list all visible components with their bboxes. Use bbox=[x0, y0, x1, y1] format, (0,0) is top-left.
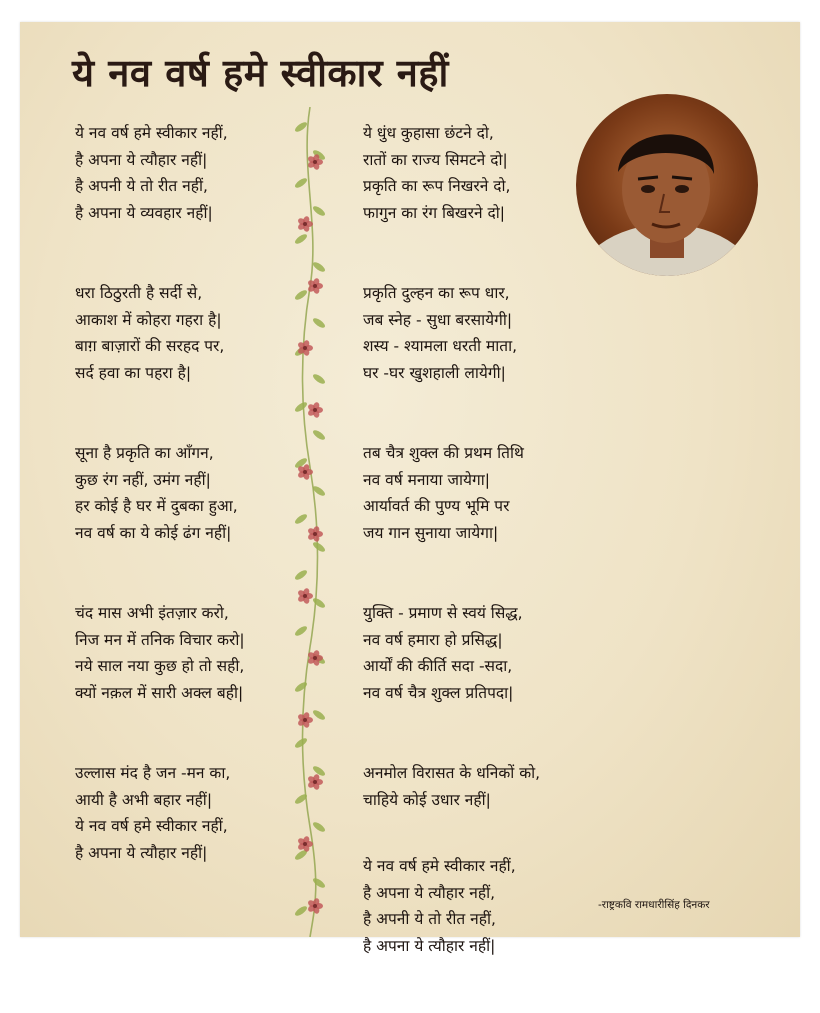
poem-title: ये नव वर्ष हमे स्वीकार नहीं bbox=[72, 51, 449, 95]
poem-line: हर कोई है घर में दुबका हुआ, bbox=[75, 497, 238, 515]
stanza-right-3 bbox=[363, 440, 540, 546]
stanza-right-4 bbox=[363, 600, 540, 706]
poem-line: है अपनी ये तो रीत नहीं, bbox=[363, 910, 496, 928]
poem-line: नव वर्ष चैत्र शुक्ल प्रतिपदा| bbox=[363, 683, 514, 702]
poem-line: सर्द हवा का पहरा है| bbox=[75, 363, 192, 382]
poem-line: क्यों नक़ल में सारी अक्ल बही| bbox=[75, 683, 244, 702]
flower-icon bbox=[307, 773, 323, 790]
poem-line: सूना है प्रकृति का आँगन, bbox=[75, 444, 214, 462]
stanza-right-2 bbox=[363, 280, 540, 386]
leaf-icon bbox=[294, 233, 309, 246]
stanza-left-4 bbox=[75, 600, 245, 706]
poem-line: युक्ति - प्रमाण से स्वयं सिद्ध, bbox=[363, 604, 523, 622]
vine-stem bbox=[303, 107, 318, 937]
poem-line: ये नव वर्ष हमे स्वीकार नहीं, bbox=[75, 817, 228, 835]
stanza-right-5 bbox=[363, 760, 540, 813]
poem-line: नव वर्ष मनाया जायेगा| bbox=[363, 470, 490, 489]
leaf-icon bbox=[312, 205, 327, 218]
poem-line: जब स्नेह - सुधा बरसायेगी| bbox=[363, 310, 513, 329]
poem-line: है अपना ये त्यौहार नहीं| bbox=[75, 843, 208, 862]
leaf-icon bbox=[294, 121, 309, 134]
flower-icon bbox=[297, 215, 313, 232]
left-column bbox=[75, 120, 245, 920]
poem-line: ये नव वर्ष हमे स्वीकार नहीं, bbox=[363, 857, 516, 875]
poem-line: बाग़ बाज़ारों की सरहद पर, bbox=[75, 337, 225, 355]
flower-icon bbox=[297, 711, 313, 728]
poem-line: प्रकृति दुल्हन का रूप धार, bbox=[363, 284, 510, 302]
poem-line: प्रकृति का रूप निखरने दो, bbox=[363, 177, 511, 195]
leaf-icon bbox=[312, 317, 327, 330]
poem-line: निज मन में तनिक विचार करो| bbox=[75, 630, 245, 649]
poem-line: जय गान सुनाया जायेगा| bbox=[363, 523, 499, 542]
poem-line: कुछ रंग नहीं, उमंग नहीं| bbox=[75, 470, 211, 489]
leaf-icon bbox=[294, 625, 309, 638]
leaf-icon bbox=[312, 821, 327, 834]
leaf-icon bbox=[294, 289, 309, 302]
floral-vine-divider bbox=[285, 107, 335, 937]
poem-line: नये साल नया कुछ हो तो सही, bbox=[75, 657, 245, 675]
leaf-icon bbox=[312, 709, 327, 722]
poem-line: है अपना ये त्यौहार नहीं| bbox=[75, 150, 208, 169]
poem-line: है अपना ये त्यौहार नहीं, bbox=[363, 883, 496, 902]
poem-line: आर्यों की कीर्ति सदा -सदा, bbox=[363, 657, 513, 675]
poem-line: आर्यावर्त की पुण्य भूमि पर bbox=[363, 497, 510, 515]
poem-line: चाहिये कोई उधार नहीं| bbox=[363, 790, 491, 809]
stanza-left-1 bbox=[75, 120, 245, 226]
vine-leaves bbox=[294, 121, 327, 918]
poem-line: तब चैत्र शुक्ल की प्रथम तिथि bbox=[363, 444, 524, 462]
right-column bbox=[363, 120, 540, 1013]
stanza-right-1 bbox=[363, 120, 540, 226]
poem-line: ये धुंध कुहासा छंटने दो, bbox=[363, 124, 494, 142]
leaf-icon bbox=[294, 401, 309, 414]
stanza-right-6 bbox=[363, 853, 540, 959]
flower-icon bbox=[307, 401, 323, 418]
leaf-icon bbox=[294, 681, 309, 694]
poet-portrait bbox=[576, 94, 758, 276]
leaf-icon bbox=[312, 429, 327, 442]
poem-line: है अपना ये व्यवहार नहीं| bbox=[75, 203, 213, 222]
leaf-icon bbox=[312, 597, 327, 610]
leaf-icon bbox=[312, 373, 327, 386]
poem-line: नव वर्ष का ये कोई ढंग नहीं| bbox=[75, 523, 232, 542]
poem-line: है अपना ये त्यौहार नहीं| bbox=[363, 936, 496, 955]
poem-line: उल्लास मंद है जन -मन का, bbox=[75, 764, 231, 782]
poem-line: फागुन का रंग बिखरने दो| bbox=[363, 203, 505, 222]
poem-line: ये नव वर्ष हमे स्वीकार नहीं, bbox=[75, 124, 228, 142]
stanza-left-3 bbox=[75, 440, 245, 546]
flower-icon bbox=[297, 835, 313, 852]
leaf-icon bbox=[294, 177, 309, 190]
leaf-icon bbox=[312, 541, 327, 554]
poem-line: नव वर्ष हमारा हो प्रसिद्ध| bbox=[363, 630, 503, 649]
flower-icon bbox=[297, 587, 313, 604]
leaf-icon bbox=[294, 737, 309, 750]
flower-icon bbox=[307, 525, 323, 542]
leaf-icon bbox=[294, 905, 309, 918]
leaf-icon bbox=[294, 569, 309, 582]
stanza-left-2 bbox=[75, 280, 245, 386]
portrait-illustration bbox=[576, 94, 758, 276]
poem-line: आकाश में कोहरा गहरा है| bbox=[75, 310, 222, 329]
poem-line: अनमोल विरासत के धनिकों को, bbox=[363, 764, 541, 782]
poem-line: चंद मास अभी इंतज़ार करो, bbox=[75, 604, 229, 622]
poem-line: रातों का राज्य सिमटने दो| bbox=[363, 150, 508, 169]
poem-line: है अपनी ये तो रीत नहीं, bbox=[75, 177, 208, 195]
poem-line: शस्य - श्यामला धरती माता, bbox=[363, 337, 518, 355]
poem-line: धरा ठिठुरती है सर्दी से, bbox=[75, 284, 203, 302]
leaf-icon bbox=[312, 877, 327, 890]
leaf-icon bbox=[312, 765, 327, 778]
flower-icon bbox=[307, 897, 323, 914]
poem-line: घर -घर खुशहाली लायेगी| bbox=[363, 363, 506, 382]
poem-line: आयी है अभी बहार नहीं| bbox=[75, 790, 213, 809]
leaf-icon bbox=[294, 513, 309, 526]
stanza-left-5 bbox=[75, 760, 245, 866]
poem-card bbox=[20, 22, 800, 955]
leaf-icon bbox=[312, 261, 327, 274]
poet-attribution: -राष्ट्रकवि रामधारीसिंह दिनकर bbox=[598, 899, 710, 911]
